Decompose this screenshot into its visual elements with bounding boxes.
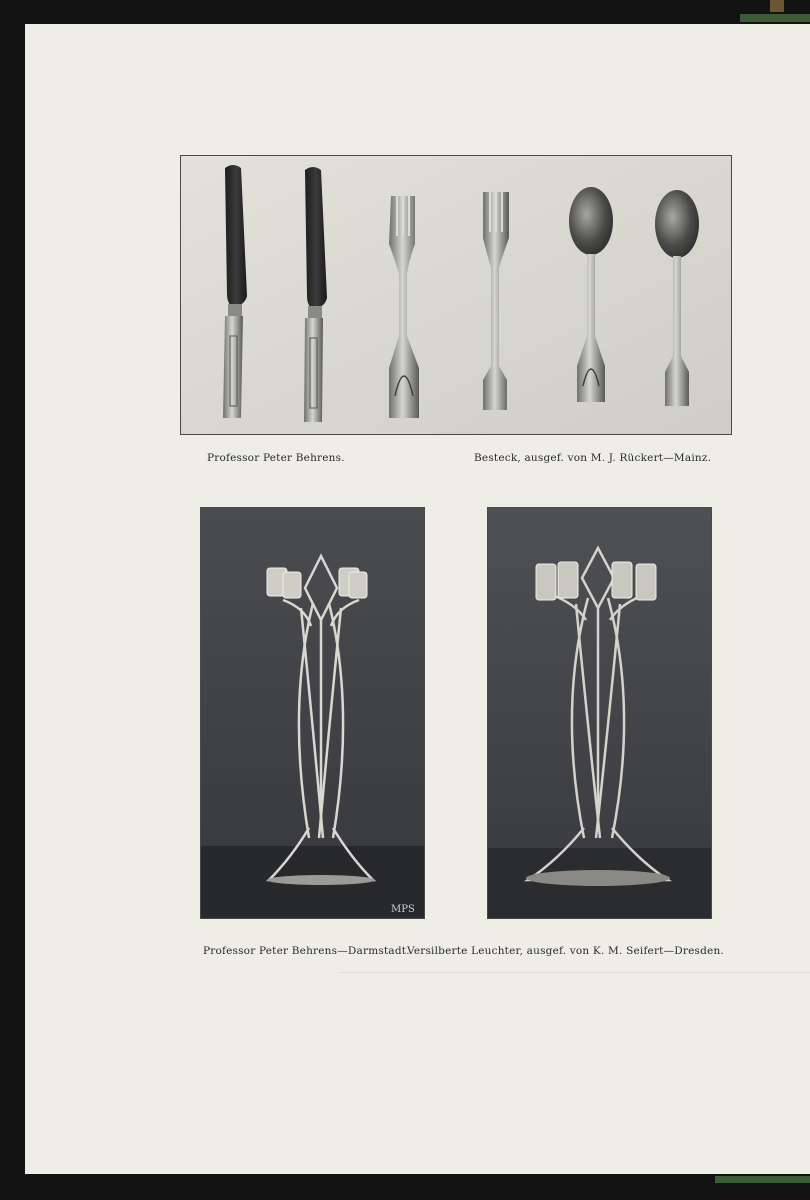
candelabrum-illustration-left: [201, 508, 424, 918]
cutlery-caption-right: Besteck, ausgef. von M. J. Rückert—Mainz.: [474, 452, 712, 464]
cutlery-caption-left: Professor Peter Behrens.: [207, 452, 345, 464]
candelabrum-photo-right: [487, 507, 712, 919]
candelabra-caption-right: Versilberte Leuchter, ausgef. von K. M. Seifert—Dresden.: [407, 945, 724, 957]
book-cover-edge-bottom: [715, 1176, 810, 1183]
book-cover-edge-top: [740, 14, 810, 22]
monogram: MPS: [391, 904, 415, 915]
candelabrum-illustration-right: [488, 508, 711, 918]
candelabrum-photo-left: [200, 507, 425, 919]
book-edge-tab: [770, 0, 784, 12]
faint-rule: [340, 972, 810, 973]
cutlery-photo: [180, 155, 732, 435]
candelabra-caption-left: Professor Peter Behrens—Darmstadt.: [203, 945, 410, 957]
cutlery-illustration: [181, 156, 731, 434]
